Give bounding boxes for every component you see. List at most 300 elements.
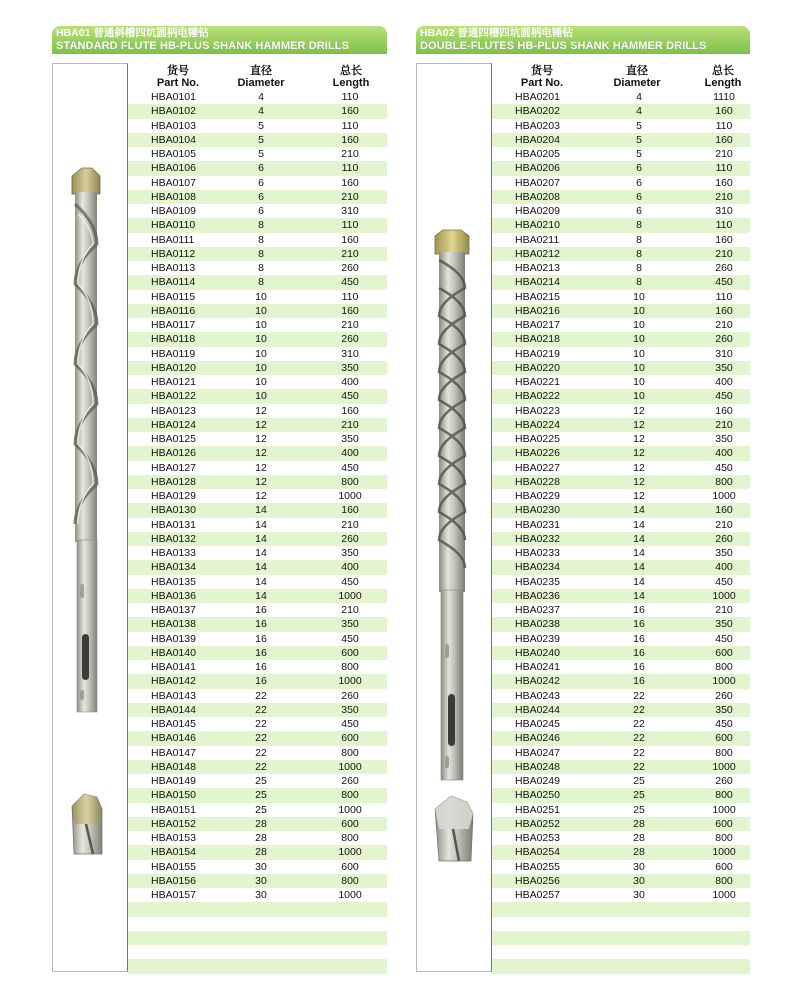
part-no-cell: HBA0126 — [151, 447, 196, 460]
diameter-cell: 5 — [636, 119, 642, 132]
diameter-cell: 30 — [255, 889, 267, 901]
part-no-cell: HBA0202 — [515, 105, 560, 118]
table-row — [492, 119, 750, 133]
length-cell: 160 — [341, 105, 359, 118]
length-cell: 400 — [715, 561, 733, 574]
length-cell: 600 — [715, 817, 733, 830]
part-no-cell: HBA0236 — [515, 589, 560, 602]
length-cell: 450 — [715, 632, 733, 645]
length-cell: 450 — [341, 276, 359, 289]
diameter-cell: 16 — [633, 604, 645, 616]
length-cell: 800 — [341, 874, 359, 887]
part-no-cell: HBA0250 — [515, 789, 560, 802]
part-no-cell: HBA0137 — [151, 604, 196, 616]
table-row — [128, 104, 387, 118]
diameter-cell: 5 — [258, 148, 264, 160]
table-row — [128, 703, 387, 717]
part-no-cell: HBA0115 — [151, 290, 196, 303]
diameter-cell: 12 — [633, 447, 645, 460]
table-row — [128, 461, 387, 475]
table-row — [128, 475, 387, 489]
part-no-cell: HBA0141 — [151, 661, 196, 673]
diameter-cell: 6 — [636, 176, 642, 189]
table-row — [492, 503, 750, 517]
table-row — [128, 332, 387, 346]
table-row — [128, 418, 387, 432]
length-cell: 260 — [715, 532, 733, 545]
table-row — [128, 176, 387, 190]
diameter-cell: 22 — [255, 718, 267, 730]
diameter-cell: 22 — [633, 760, 645, 773]
diameter-cell: 8 — [258, 276, 264, 289]
table-row — [492, 603, 750, 617]
length-cell: 1000 — [338, 490, 362, 502]
part-no-cell: HBA0251 — [515, 803, 560, 816]
part-no-cell: HBA0256 — [515, 874, 560, 887]
table-row — [492, 204, 750, 218]
table-row — [128, 746, 387, 760]
table-row — [492, 475, 750, 489]
column-header-length: 总长 Length — [704, 65, 742, 89]
length-cell: 350 — [715, 547, 733, 559]
length-cell: 600 — [341, 646, 359, 659]
column-header-length: 总长 Length — [332, 65, 370, 89]
diameter-cell: 5 — [636, 133, 642, 146]
length-cell: 110 — [341, 91, 359, 103]
part-no-cell: HBA0112 — [151, 247, 196, 260]
table-row — [492, 560, 750, 574]
part-no-cell: HBA0132 — [151, 532, 196, 545]
diameter-cell: 16 — [633, 661, 645, 673]
part-no-cell: HBA0239 — [515, 632, 560, 645]
diameter-cell: 6 — [636, 162, 642, 175]
length-cell: 210 — [341, 418, 359, 431]
table-row — [492, 161, 750, 175]
table-row — [128, 119, 387, 133]
part-no-cell: HBA0225 — [515, 433, 560, 445]
diameter-cell: 14 — [633, 547, 645, 559]
part-no-cell: HBA0248 — [515, 760, 560, 773]
part-no-cell: HBA0208 — [515, 190, 560, 203]
part-no-cell: HBA0217 — [515, 319, 560, 331]
table-row — [492, 318, 750, 332]
part-no-cell: HBA0107 — [151, 176, 196, 189]
length-cell: 260 — [341, 262, 359, 274]
length-cell: 1000 — [338, 675, 362, 688]
table-row — [492, 731, 750, 745]
double-flute-drill-image — [417, 64, 493, 973]
part-no-cell: HBA0134 — [151, 561, 196, 574]
diameter-cell: 12 — [255, 475, 267, 488]
diameter-cell: 16 — [633, 618, 645, 631]
table-row — [492, 532, 750, 546]
diameter-cell: 25 — [633, 803, 645, 816]
diameter-cell: 14 — [255, 532, 267, 545]
part-no-cell: HBA0230 — [515, 504, 560, 517]
part-no-cell: HBA0257 — [515, 889, 560, 901]
diameter-cell: 10 — [255, 304, 267, 317]
part-no-cell: HBA0124 — [151, 418, 196, 431]
part-no-cell: HBA0128 — [151, 475, 196, 488]
part-no-cell: HBA0220 — [515, 361, 560, 374]
part-no-cell: HBA0122 — [151, 390, 196, 403]
diameter-cell: 10 — [633, 333, 645, 346]
diameter-cell: 12 — [255, 461, 267, 474]
diameter-cell: 10 — [633, 347, 645, 360]
part-no-cell: HBA0241 — [515, 661, 560, 673]
diameter-cell: 16 — [255, 604, 267, 616]
diameter-cell: 16 — [633, 675, 645, 688]
length-cell: 260 — [715, 262, 733, 274]
table-row — [492, 746, 750, 760]
table-row — [128, 361, 387, 375]
length-cell: 800 — [715, 832, 733, 844]
length-cell: 450 — [341, 575, 359, 588]
table-row — [492, 646, 750, 660]
diameter-cell: 25 — [255, 775, 267, 787]
table-row — [492, 104, 750, 118]
part-no-cell: HBA0133 — [151, 547, 196, 559]
diameter-cell: 22 — [633, 732, 645, 745]
table-row — [492, 247, 750, 261]
part-no-cell: HBA0151 — [151, 803, 196, 816]
diameter-cell: 10 — [633, 376, 645, 388]
part-no-cell: HBA0201 — [515, 91, 560, 103]
part-no-cell: HBA0129 — [151, 490, 196, 502]
length-cell: 350 — [341, 703, 359, 716]
diameter-cell: 12 — [633, 404, 645, 417]
part-no-cell: HBA0118 — [151, 333, 196, 346]
table-rows — [128, 90, 387, 986]
part-no-cell: HBA0213 — [515, 262, 560, 274]
length-cell: 160 — [341, 304, 359, 317]
length-cell: 400 — [715, 376, 733, 388]
length-cell: 310 — [341, 347, 359, 360]
table-row — [492, 375, 750, 389]
diameter-cell: 10 — [255, 390, 267, 403]
part-no-cell: HBA0242 — [515, 675, 560, 688]
diameter-cell: 14 — [255, 575, 267, 588]
length-cell: 1110 — [713, 91, 735, 103]
column-header-diameter: 直径 Diameter — [613, 65, 661, 89]
length-cell: 450 — [341, 632, 359, 645]
length-cell: 110 — [715, 119, 733, 132]
table-row — [128, 788, 387, 802]
diameter-cell: 28 — [255, 846, 267, 859]
length-cell: 400 — [341, 447, 359, 460]
diameter-cell: 10 — [633, 290, 645, 303]
diameter-cell: 8 — [636, 247, 642, 260]
table-row — [128, 247, 387, 261]
table-row — [492, 461, 750, 475]
diameter-cell: 12 — [633, 418, 645, 431]
table-row — [492, 674, 750, 688]
table-row — [492, 617, 750, 631]
part-no-cell: HBA0207 — [515, 176, 560, 189]
part-no-cell: HBA0243 — [515, 689, 560, 702]
part-no-cell: HBA0249 — [515, 775, 560, 787]
table-row — [128, 518, 387, 532]
diameter-cell: 14 — [255, 518, 267, 531]
diameter-cell: 10 — [255, 290, 267, 303]
table-row — [128, 261, 387, 275]
part-no-cell: HBA0238 — [515, 618, 560, 631]
part-no-cell: HBA0215 — [515, 290, 560, 303]
table-row — [492, 717, 750, 731]
header-chinese-title: HBA01 普通斜槽四坑圆柄电锤钻 — [56, 27, 209, 39]
length-cell: 210 — [341, 319, 359, 331]
diameter-cell: 8 — [258, 262, 264, 274]
table-row — [128, 845, 387, 859]
table-row — [128, 546, 387, 560]
diameter-cell: 8 — [258, 247, 264, 260]
length-cell: 350 — [715, 618, 733, 631]
length-cell: 210 — [715, 190, 733, 203]
diameter-cell: 22 — [255, 703, 267, 716]
table-row — [492, 275, 750, 289]
length-cell: 110 — [341, 290, 359, 303]
length-cell: 310 — [715, 205, 733, 217]
part-no-cell: HBA0116 — [151, 304, 196, 317]
table-row — [492, 233, 750, 247]
part-no-cell: HBA0223 — [515, 404, 560, 417]
length-cell: 160 — [715, 233, 733, 246]
part-no-cell: HBA0204 — [515, 133, 560, 146]
length-cell: 800 — [715, 789, 733, 802]
table-row — [492, 974, 750, 986]
table-row — [128, 689, 387, 703]
table-row — [128, 817, 387, 831]
part-no-cell: HBA0235 — [515, 575, 560, 588]
table-row — [128, 318, 387, 332]
table-row — [128, 917, 387, 931]
table-row — [128, 632, 387, 646]
diameter-cell: 30 — [633, 860, 645, 873]
part-no-cell: HBA0142 — [151, 675, 196, 688]
table-row — [492, 902, 750, 916]
part-no-cell: HBA0144 — [151, 703, 196, 716]
section-header — [416, 26, 750, 54]
part-no-cell: HBA0245 — [515, 718, 560, 730]
length-cell: 260 — [341, 333, 359, 346]
table-row — [128, 432, 387, 446]
diameter-cell: 10 — [633, 304, 645, 317]
length-cell: 800 — [715, 874, 733, 887]
diameter-cell: 28 — [633, 817, 645, 830]
diameter-cell: 14 — [255, 589, 267, 602]
table-row — [492, 133, 750, 147]
length-cell: 800 — [341, 789, 359, 802]
diameter-cell: 22 — [255, 746, 267, 759]
length-cell: 450 — [341, 718, 359, 730]
diameter-cell: 30 — [633, 889, 645, 901]
diameter-cell: 16 — [255, 632, 267, 645]
diameter-cell: 14 — [633, 504, 645, 517]
part-no-cell: HBA0136 — [151, 589, 196, 602]
part-no-cell: HBA0121 — [151, 376, 196, 388]
diameter-cell: 8 — [636, 233, 642, 246]
length-cell: 210 — [341, 190, 359, 203]
table-row — [128, 674, 387, 688]
diameter-cell: 8 — [636, 276, 642, 289]
length-cell: 450 — [715, 575, 733, 588]
part-no-cell: HBA0221 — [515, 376, 560, 388]
diameter-cell: 6 — [258, 176, 264, 189]
part-no-cell: HBA0227 — [515, 461, 560, 474]
part-no-cell: HBA0232 — [515, 532, 560, 545]
table-row — [492, 831, 750, 845]
part-no-cell: HBA0240 — [515, 646, 560, 659]
diameter-cell: 14 — [255, 547, 267, 559]
section-header — [52, 26, 387, 54]
diameter-cell: 10 — [633, 390, 645, 403]
diameter-cell: 12 — [255, 490, 267, 502]
diameter-cell: 25 — [255, 803, 267, 816]
diameter-cell: 6 — [258, 205, 264, 217]
part-no-cell: HBA0105 — [151, 148, 196, 160]
length-cell: 210 — [715, 319, 733, 331]
diameter-cell: 4 — [258, 91, 264, 103]
part-no-cell: HBA0101 — [151, 91, 196, 103]
table-row — [128, 90, 387, 104]
length-cell: 450 — [341, 390, 359, 403]
part-no-cell: HBA0123 — [151, 404, 196, 417]
table-row — [492, 632, 750, 646]
part-no-cell: HBA0153 — [151, 832, 196, 844]
table-row — [492, 817, 750, 831]
length-cell: 210 — [341, 247, 359, 260]
length-cell: 350 — [715, 433, 733, 445]
diameter-cell: 10 — [255, 361, 267, 374]
diameter-cell: 4 — [636, 105, 642, 118]
table-row — [128, 617, 387, 631]
part-no-cell: HBA0233 — [515, 547, 560, 559]
table-row — [128, 532, 387, 546]
length-cell: 160 — [715, 105, 733, 118]
table-row — [128, 589, 387, 603]
part-no-cell: HBA0219 — [515, 347, 560, 360]
table-row — [128, 717, 387, 731]
part-no-cell: HBA0117 — [151, 319, 196, 331]
part-no-cell: HBA0222 — [515, 390, 560, 403]
length-cell: 800 — [715, 746, 733, 759]
length-cell: 210 — [715, 247, 733, 260]
length-cell: 1000 — [338, 889, 362, 901]
length-cell: 800 — [341, 475, 359, 488]
part-no-cell: HBA0145 — [151, 718, 196, 730]
diameter-cell: 28 — [255, 817, 267, 830]
length-cell: 800 — [715, 661, 733, 673]
part-no-cell: HBA0125 — [151, 433, 196, 445]
part-no-cell: HBA0119 — [151, 347, 196, 360]
length-cell: 1000 — [712, 675, 736, 688]
table-row — [492, 917, 750, 931]
table-row — [492, 760, 750, 774]
diameter-cell: 16 — [633, 632, 645, 645]
diameter-cell: 14 — [633, 518, 645, 531]
diameter-cell: 10 — [255, 347, 267, 360]
table-row — [492, 860, 750, 874]
part-no-cell: HBA0247 — [515, 746, 560, 759]
table-row — [492, 489, 750, 503]
header-english-title: DOUBLE-FLUTES HB-PLUS SHANK HAMMER DRILLS — [420, 40, 707, 52]
diameter-cell: 6 — [636, 190, 642, 203]
length-cell: 110 — [341, 162, 359, 175]
part-no-cell: HBA0139 — [151, 632, 196, 645]
diameter-cell: 22 — [633, 689, 645, 702]
table-row — [128, 760, 387, 774]
column-header-part-no: 货号 Part No. — [156, 65, 200, 89]
length-cell: 210 — [341, 604, 359, 616]
length-cell: 400 — [341, 376, 359, 388]
diameter-cell: 22 — [633, 703, 645, 716]
part-no-cell: HBA0127 — [151, 461, 196, 474]
length-cell: 160 — [341, 133, 359, 146]
diameter-cell: 28 — [633, 832, 645, 844]
length-cell: 350 — [715, 361, 733, 374]
length-cell: 260 — [715, 689, 733, 702]
part-no-cell: HBA0110 — [151, 219, 196, 232]
diameter-cell: 12 — [633, 490, 645, 502]
diameter-cell: 25 — [633, 789, 645, 802]
length-cell: 1000 — [338, 803, 362, 816]
diameter-cell: 28 — [255, 832, 267, 844]
diameter-cell: 22 — [255, 732, 267, 745]
part-no-cell: HBA0154 — [151, 846, 196, 859]
diameter-cell: 10 — [633, 319, 645, 331]
part-no-cell: HBA0228 — [515, 475, 560, 488]
diameter-cell: 22 — [633, 718, 645, 730]
single-flute-drill-image — [53, 64, 129, 973]
diameter-cell: 14 — [633, 575, 645, 588]
length-cell: 160 — [341, 176, 359, 189]
part-no-cell: HBA0254 — [515, 846, 560, 859]
length-cell: 210 — [715, 148, 733, 160]
table-row — [492, 190, 750, 204]
header-english-title: STANDARD FLUTE HB-PLUS SHANK HAMMER DRILLS — [56, 40, 350, 52]
length-cell: 310 — [341, 205, 359, 217]
length-cell: 400 — [715, 447, 733, 460]
part-no-cell: HBA0226 — [515, 447, 560, 460]
part-no-cell: HBA0229 — [515, 490, 560, 502]
table-row — [492, 689, 750, 703]
table-row — [128, 347, 387, 361]
length-cell: 600 — [715, 860, 733, 873]
diameter-cell: 5 — [258, 119, 264, 132]
diameter-cell: 16 — [255, 618, 267, 631]
table-row — [128, 831, 387, 845]
diameter-cell: 5 — [258, 133, 264, 146]
table-row — [492, 404, 750, 418]
product-image-box — [416, 63, 492, 972]
part-no-cell: HBA0120 — [151, 361, 196, 374]
part-no-cell: HBA0255 — [515, 860, 560, 873]
length-cell: 260 — [341, 532, 359, 545]
table-rows — [492, 90, 750, 986]
length-cell: 450 — [715, 461, 733, 474]
length-cell: 1000 — [338, 589, 362, 602]
length-cell: 210 — [715, 418, 733, 431]
table-row — [128, 161, 387, 175]
table-row — [492, 446, 750, 460]
diameter-cell: 25 — [633, 775, 645, 787]
table-row — [128, 233, 387, 247]
diameter-cell: 30 — [255, 860, 267, 873]
part-no-cell: HBA0135 — [151, 575, 196, 588]
diameter-cell: 14 — [633, 589, 645, 602]
length-cell: 110 — [715, 162, 733, 175]
part-no-cell: HBA0111 — [151, 233, 195, 246]
